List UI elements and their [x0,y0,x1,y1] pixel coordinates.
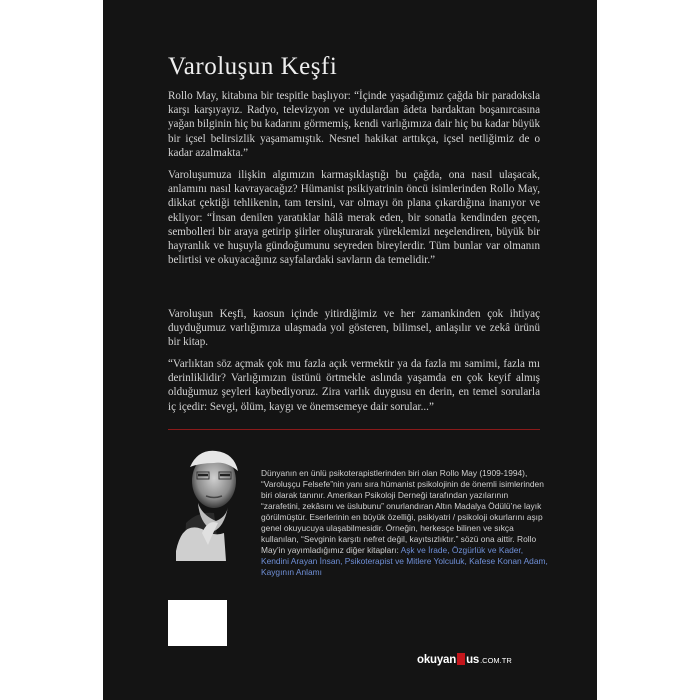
publisher-mark-letters: us [466,654,480,666]
book-title: Varoluşun Keşfi [168,53,338,80]
author-bio [261,468,549,578]
author-bio-text: Dünyanın en ünlü psikoterapistlerinden biri olan Rollo May (1909-1994), “Varoluşçu Felsefe”nin yanı sıra hümanist psikolojinin de önemli isimlerinden biri olarak tanınır. Amerikan Psikoloji Derneği tarafından yazılarının “zarafetini, zekâsını ve üslubunu” onurlandıran Altın Madalya Ödülü’ne layık görülmüştür. Eserlerinin en büyük özelliği, psikiyatri / psikoloji okurlarını aşıp genel okuyucuya ulaşabilmesidir. Örneğin, herkesçe bilinen ve sıkça kullanılan, “Sevginin karşıtı nefret değil, kayıtsızlıktır.” sözü ona aittir. Rollo May’in yayımladığımız diğer kitapları: [261,468,544,555]
quote-paragraph: “Varlıktan söz açmak çok mu fazla açık vermektir ya da fazla mı samimi, fazla mı derinliklidir? Varlığımızın üstünü örtmekle aslında yaşamda en çok keyif almış olduğumuz şeyleri kaybediyoruz. Zira varlık duygusu en derin, en temel sorularla iç içedir: Sevgi, ölüm, kaygı ve önemsemeye dair sorular...” [168,358,540,413]
publisher-mark-icon [457,653,465,665]
publisher-brand: okuyan [417,654,457,666]
back-cover [103,0,597,700]
publisher-logo [417,652,512,666]
intro-paragraph: Rollo May, kitabına bir tespitle başlıyor: “İçinde yaşadığımız çağda bir paradoksla karşı karşıyayız. Radyo, televizyon ve uydulardan âdeta bardaktan boşanırcasına yağan bilginin hiç bu kadarını görmemiş, kendi varlığımıza dair hiç bu kadar büyük bir içsel belirsizlik yaşamamıştık. Nesnel hakikat arttıkça, içsel netliğimiz de o kadar azalmakta.” [168,90,540,159]
publisher-domain: .COM.TR [480,656,512,665]
summary-paragraph: Varoluşun Keşfi, kaosun içinde yitirdiğimiz ve her zamankinden çok ihtiyaç duyduğumuz varlığımıza ulaşmada yol gösteren, bilimsel, anlaşılır ve zekâ ürünü bir kitap. [168,308,540,349]
question-paragraph: Varoluşumuza ilişkin algımızın karmaşıklaştığı bu çağda, ona nasıl ulaşacak, anlamını nasıl kavrayacağız? Hümanist psikiyatrinin öncü isimlerinden Rollo May, dikkat çektiği tehlikenin, tam tersini, var olmayı ön plana çıkardığına inanıyor ve ekliyor: “İnsan denilen yaratıklar hâlâ merak eden, bir sonatla kendinden geçen, sembolleri bir araya getirip şiirler oluşturarak yüreklemizi neşelendiren, büyük bir hayranlık ve huşuyla gündoğumunu seyreden bireylerdir. Tüm bunlar var olmanın belirtisi ve okuyacağınız sayfalardaki savların da temelidir.” [168,169,540,267]
author-books-list: Aşk ve İrade, Özgürlük ve Kader, Kendini Arayan İnsan, Psikoterapist ve Mitlere Yolculuk, Kafese Konan Adam, Kaygının Anlamı [261,545,548,577]
divider-rule [168,429,540,430]
barcode-area [168,600,227,646]
